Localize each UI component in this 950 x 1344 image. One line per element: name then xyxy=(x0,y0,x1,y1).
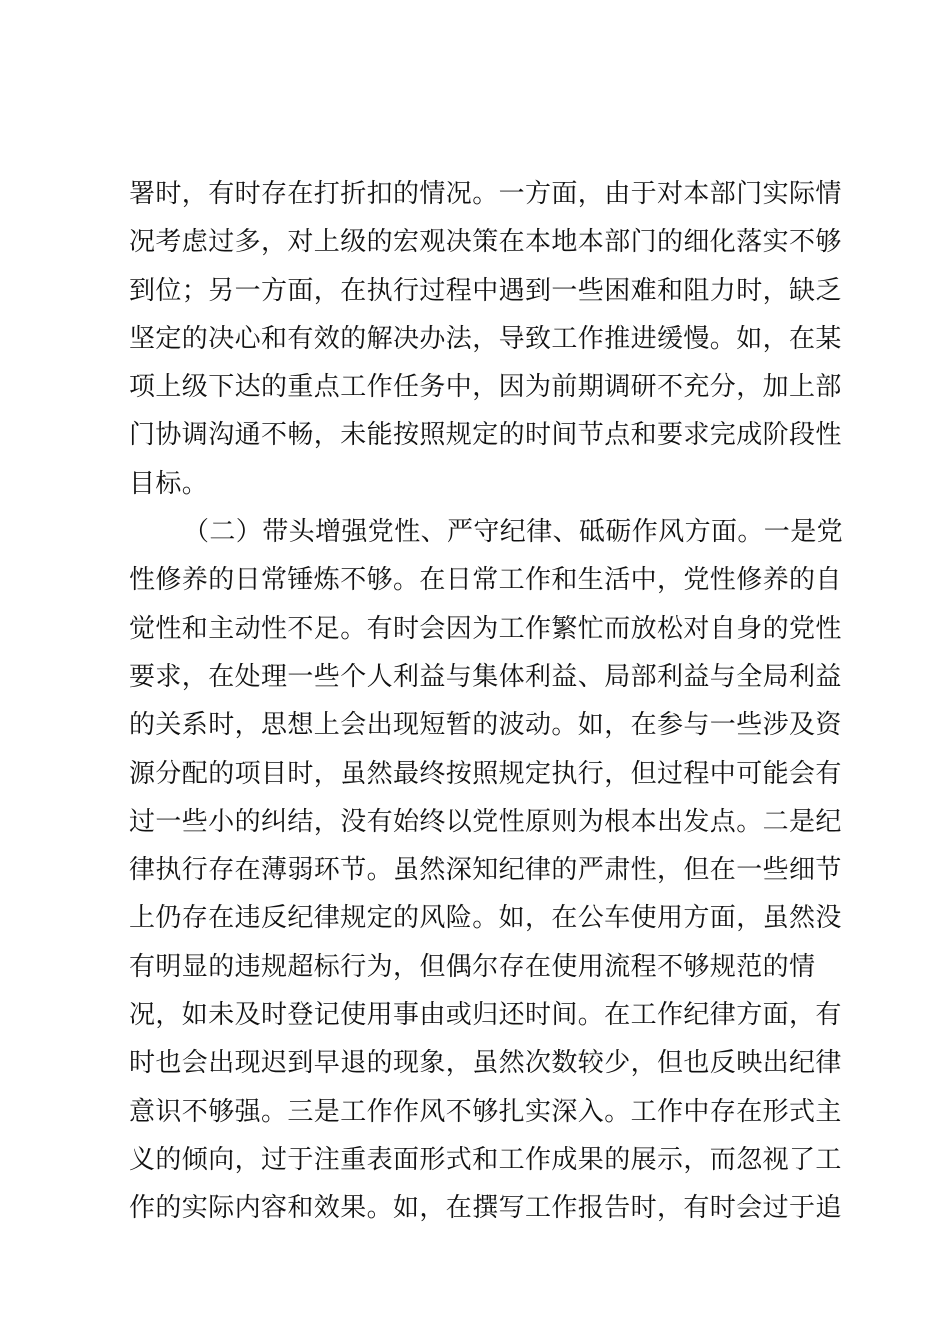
text-line: 意识不够强。三是工作作风不够扎实深入。工作中存在形式主 xyxy=(129,1096,842,1127)
text-line: 门协调沟通不畅，未能按照规定的时间节点和要求完成阶段性 xyxy=(129,420,842,451)
section-heading-line: （二）带头增强党性、严守纪律、砥砺作风方面。一是党 xyxy=(183,517,844,548)
text-line: 目标。 xyxy=(129,468,209,499)
text-line: 况考虑过多，对上级的宏观决策在本地本部门的细化落实不够 xyxy=(129,227,842,258)
text-line: 到位；另一方面，在执行过程中遇到一些困难和阻力时，缺乏 xyxy=(129,275,842,306)
text-line: 坚定的决心和有效的解决办法，导致工作推进缓慢。如，在某 xyxy=(129,323,842,354)
text-line: 作的实际内容和效果。如，在撰写工作报告时，有时会过于追 xyxy=(129,1193,842,1224)
text-line: 的关系时，思想上会出现短暂的波动。如，在参与一些涉及资 xyxy=(129,710,842,741)
text-line: 上仍存在违反纪律规定的风险。如，在公车使用方面，虽然没 xyxy=(129,903,842,934)
text-line: 时也会出现迟到早退的现象，虽然次数较少，但也反映出纪律 xyxy=(129,1048,842,1079)
text-line: 有明显的违规超标行为，但偶尔存在使用流程不够规范的情 xyxy=(129,951,816,982)
text-line: 署时，有时存在打折扣的情况。一方面，由于对本部门实际情 xyxy=(129,179,842,209)
text-line: 义的倾向，过于注重表面形式和工作成果的展示，而忽视了工 xyxy=(129,1144,842,1175)
text-line: 况，如未及时登记使用事由或归还时间。在工作纪律方面，有 xyxy=(129,1000,842,1031)
text-line: 源分配的项目时，虽然最终按照规定执行，但过程中可能会有 xyxy=(129,758,842,789)
text-line: 性修养的日常锤炼不够。在日常工作和生活中，党性修养的自 xyxy=(129,565,842,596)
text-line: 律执行存在薄弱环节。虽然深知纪律的严肃性，但在一些细节 xyxy=(129,855,842,886)
document-body xyxy=(129,170,844,1233)
text-line: 过一些小的纠结，没有始终以党性原则为根本出发点。二是纪 xyxy=(129,806,842,837)
text-line: 觉性和主动性不足。有时会因为工作繁忙而放松对自身的党性 xyxy=(129,613,842,644)
text-line: 要求，在处理一些个人利益与集体利益、局部利益与全局利益 xyxy=(129,661,842,692)
text-line: 项上级下达的重点工作任务中，因为前期调研不充分，加上部 xyxy=(129,372,842,403)
